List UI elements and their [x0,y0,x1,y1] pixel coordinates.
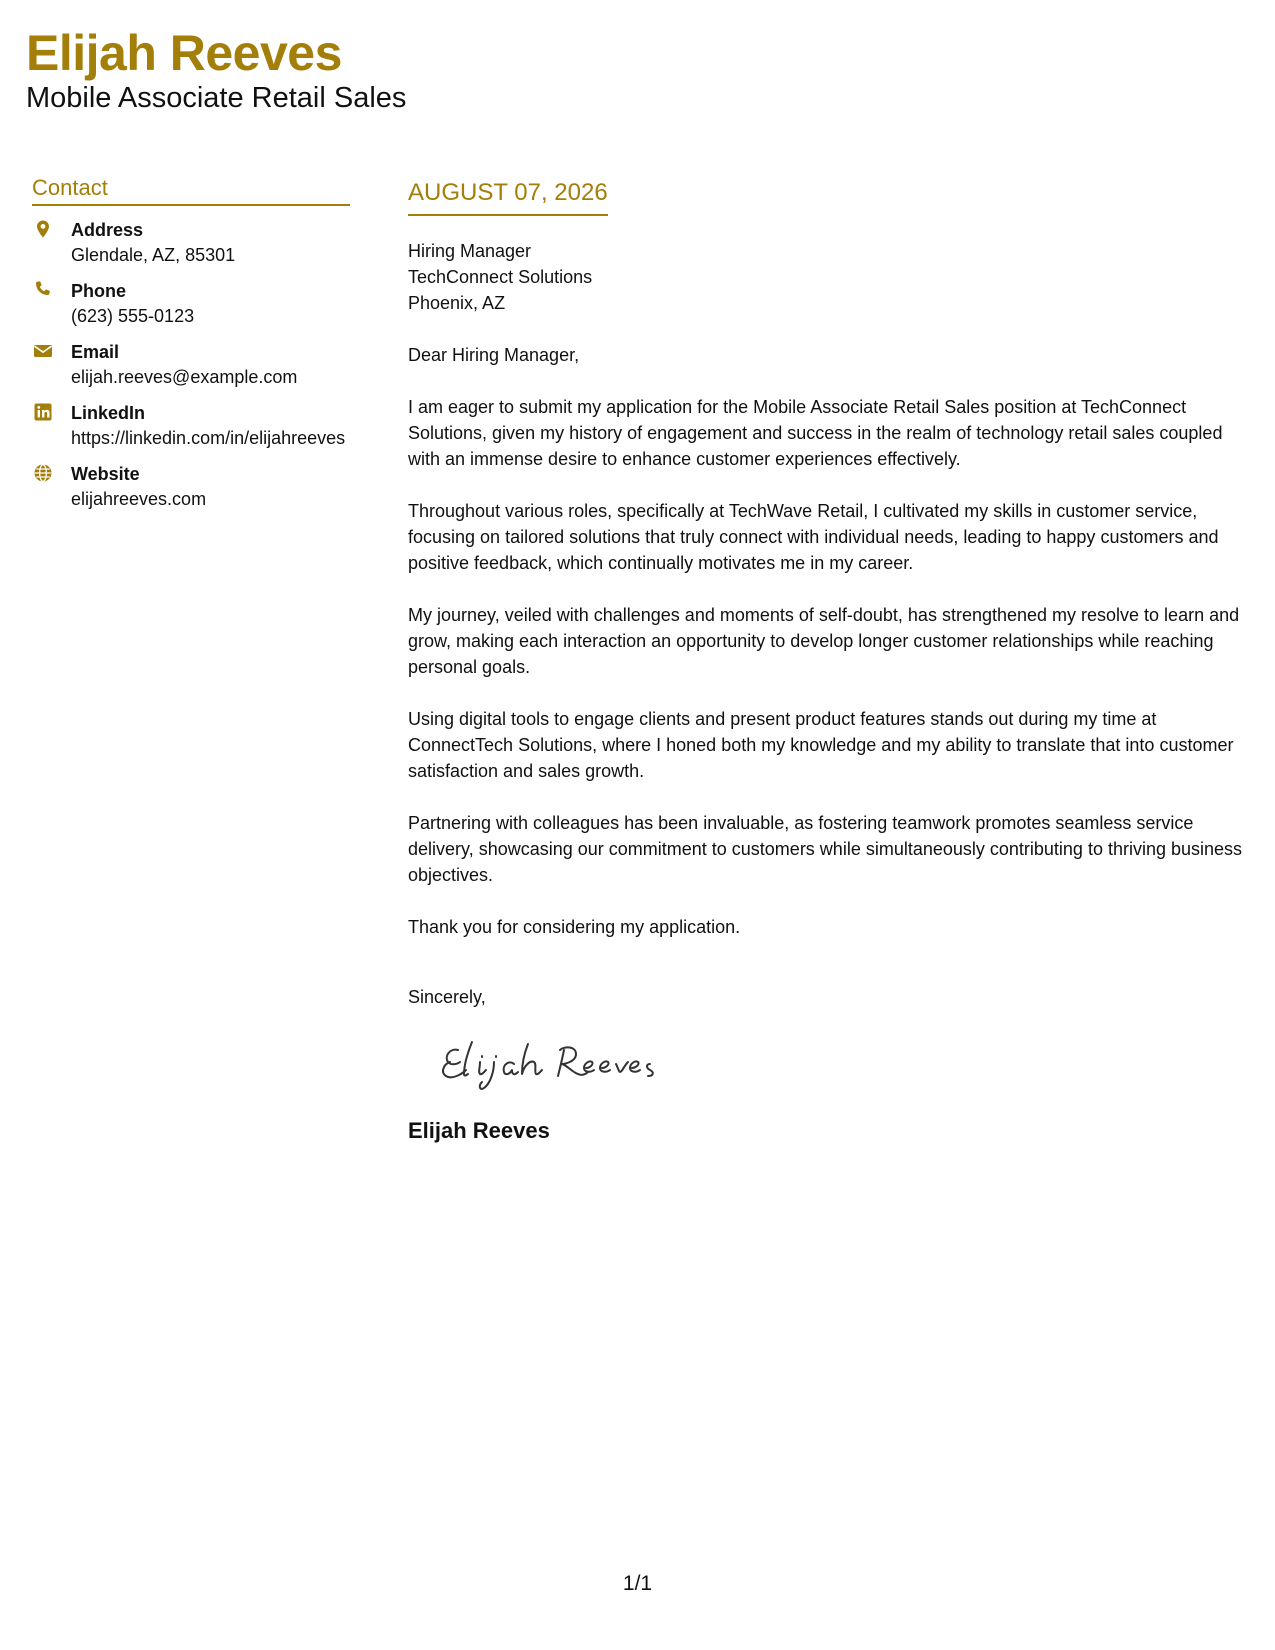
body-paragraph: Using digital tools to engage clients and present product features stands out during my time at ConnectTech Solutions, where I honed both my knowledge and my ability to translate that into customer satisfaction and sales growth. [408,709,1234,781]
body-paragraph: Throughout various roles, specifically at TechWave Retail, I cultivated my skills in customer service, focusing on tailored solutions that truly connect with individual needs, leading to happy customers and positive feedback, which continually motivates me in my career. [408,501,1219,573]
body-paragraph: My journey, veiled with challenges and moments of self-doubt, has strengthened my resolve to learn and grow, making each interaction an opportunity to develop longer customer relationships while reaching personal goals. [408,605,1240,677]
letter-date: AUGUST 07, 2026 [408,178,608,216]
contact-heading: Contact [32,174,350,206]
linkedin-label: LinkedIn [71,403,146,423]
body-paragraph: I am eager to submit my application for the Mobile Associate Retail Sales position at TechConnect Solutions, given my history of engagement and success in the realm of technology retail sales coupled with an immense desire to enhance customer experiences effectively. [408,397,1223,469]
linkedin-icon [33,402,53,422]
handwritten-signature [436,1028,676,1098]
body-paragraph: Partnering with colleagues has been invaluable, as fostering teamwork promotes seamless service delivery, showcasing our commitment to customers while simultaneously contributing to thriving business objectives. [408,813,1243,885]
recipient-name: Hiring Manager [408,241,532,261]
phone-icon [33,280,53,300]
map-pin-icon [33,219,53,239]
recipient-block [408,238,1248,316]
salutation: Dear Hiring Manager, [408,345,580,365]
globe-icon [33,463,53,483]
contact-sidebar [32,174,350,523]
phone-label: Phone [71,281,127,301]
letter-header [26,22,406,116]
recipient-company: TechConnect Solutions [408,267,593,287]
contact-phone [32,279,350,329]
email-value[interactable]: elijah.reeves@example.com [71,367,298,387]
address-value: Glendale, AZ, 85301 [71,245,236,265]
job-title: Mobile Associate Retail Sales [26,82,407,114]
closing-line: Thank you for considering my application. [408,917,741,937]
address-label: Address [71,220,144,240]
envelope-icon [33,341,53,361]
contact-website [32,462,350,512]
phone-value: (623) 555-0123 [71,306,195,326]
website-value[interactable]: elijahreeves.com [71,489,207,509]
contact-address [32,218,350,268]
contact-email [32,340,350,390]
linkedin-value[interactable]: https://linkedin.com/in/elijahreeves [71,428,346,448]
recipient-location: Phoenix, AZ [408,293,506,313]
signer-name: Elijah Reeves [408,1118,550,1143]
website-label: Website [71,464,140,484]
page-number: 1/1 [622,1572,653,1595]
email-label: Email [71,342,120,362]
contact-linkedin [32,401,350,451]
applicant-name: Elijah Reeves [26,25,342,81]
letter-body [408,178,1248,1145]
signoff: Sincerely, [408,987,486,1007]
